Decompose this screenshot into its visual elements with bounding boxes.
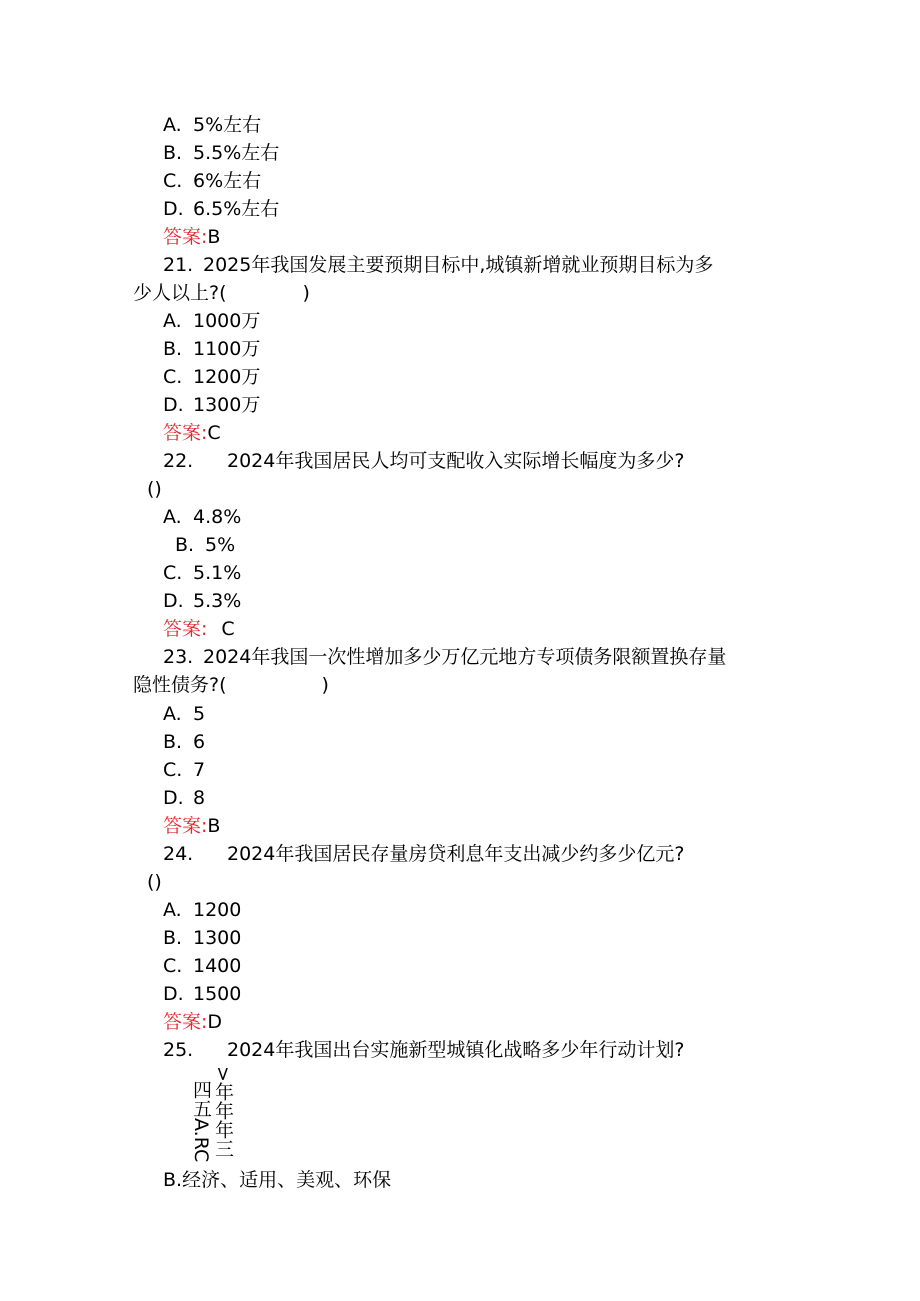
option-q23-c bbox=[163, 756, 205, 784]
option-letter: C. bbox=[163, 562, 183, 584]
question-text: 2024年我国居民人均可支配收入实际增长幅度为多少? bbox=[227, 450, 685, 472]
option-text: 6.5%左右 bbox=[193, 198, 280, 220]
question-23-line1 bbox=[163, 643, 726, 671]
option-q22-d bbox=[163, 587, 241, 615]
option-q23-a bbox=[163, 700, 205, 728]
question-23-line2: 隐性债务?( ) bbox=[133, 674, 329, 696]
option-q21-b bbox=[163, 335, 260, 363]
option-text: 1400 bbox=[193, 955, 242, 977]
option-text: 4.8% bbox=[193, 506, 242, 528]
answer-label: 答案: bbox=[163, 815, 208, 837]
option-text: 6%左右 bbox=[193, 170, 262, 192]
option-q24-a bbox=[163, 896, 241, 924]
option-letter: C. bbox=[163, 366, 183, 388]
option-letter: D. bbox=[163, 590, 184, 612]
option-letter: D. bbox=[163, 787, 184, 809]
option-q20-b bbox=[163, 139, 279, 167]
option-text: 1300万 bbox=[193, 394, 261, 416]
answer-label: 答案: bbox=[163, 226, 208, 248]
option-letter: B. bbox=[163, 731, 183, 753]
question-number: 25. bbox=[163, 1039, 194, 1061]
option-letter: C. bbox=[163, 170, 183, 192]
question-25-line1 bbox=[163, 1036, 684, 1064]
option-text: 1100万 bbox=[193, 338, 261, 360]
option-letter: B. bbox=[163, 142, 183, 164]
option-q20-d bbox=[163, 195, 279, 223]
option-letter: A. bbox=[163, 899, 182, 921]
option-letter: B. bbox=[175, 534, 195, 556]
question-21-line1 bbox=[163, 251, 713, 279]
option-letter: B. bbox=[163, 338, 183, 360]
option-text: 1500 bbox=[193, 983, 242, 1005]
option-letter: A. bbox=[163, 703, 182, 725]
question-22-line2: () bbox=[147, 478, 162, 500]
option-letter: D. bbox=[163, 983, 184, 1005]
option-text: 5 bbox=[193, 703, 206, 725]
option-q23-b bbox=[163, 728, 205, 756]
answer-value: B bbox=[207, 226, 221, 248]
option-letter: B. bbox=[163, 927, 183, 949]
option-text: 1300 bbox=[193, 927, 242, 949]
question-24-line2: () bbox=[147, 871, 162, 893]
answer-label: 答案: bbox=[163, 1011, 208, 1033]
answer-value: C bbox=[207, 422, 221, 444]
option-text: 5.1% bbox=[193, 562, 242, 584]
option-letter: D. bbox=[163, 198, 184, 220]
answer-value: D bbox=[207, 1011, 223, 1033]
option-q22-a bbox=[163, 503, 241, 531]
answer-value: B bbox=[207, 815, 221, 837]
option-q20-a bbox=[163, 111, 261, 139]
question-21-line2: 少人以上?( ) bbox=[133, 282, 310, 304]
answer-q21 bbox=[163, 419, 221, 447]
option-q23-d bbox=[163, 784, 205, 812]
question-text: 2024年我国出台实施新型城镇化战略多少年行动计划? bbox=[227, 1039, 685, 1061]
option-text: 8 bbox=[193, 787, 206, 809]
option-letter: A. bbox=[163, 114, 182, 136]
answer-label: 答案: bbox=[163, 422, 208, 444]
option-q24-c bbox=[163, 952, 241, 980]
option-q21-d bbox=[163, 391, 260, 419]
option-q24-d bbox=[163, 980, 241, 1008]
option-letter: D. bbox=[163, 394, 184, 416]
option-letter: A. bbox=[163, 310, 182, 332]
answer-label: 答案: bbox=[163, 618, 208, 640]
option-text: 5.3% bbox=[193, 590, 242, 612]
question-24-line1 bbox=[163, 840, 684, 868]
option-text: 6 bbox=[193, 731, 206, 753]
option-q21-c bbox=[163, 363, 260, 391]
option-text: 1000万 bbox=[193, 310, 261, 332]
option-text: 7 bbox=[193, 759, 206, 781]
option-text: 5.5%左右 bbox=[193, 142, 280, 164]
option-letter: A. bbox=[163, 506, 182, 528]
answer-q20 bbox=[163, 223, 220, 251]
option-q22-c bbox=[163, 559, 241, 587]
option-text: 1200万 bbox=[193, 366, 261, 388]
garbled-vertical-text-1: 四五A.RC bbox=[190, 1080, 212, 1163]
option-q24-b bbox=[163, 924, 241, 952]
option-letter: C. bbox=[163, 955, 183, 977]
option-q20-c bbox=[163, 167, 261, 195]
question-number: 23. bbox=[163, 646, 194, 668]
option-text: 5% bbox=[205, 534, 236, 556]
answer-value: C bbox=[221, 618, 235, 640]
question-text: 2025年我国发展主要预期目标中,城镇新增就业预期目标为多 bbox=[203, 254, 714, 276]
question-25-option-b: B.经济、适用、美观、环保 bbox=[163, 1169, 392, 1191]
question-22-line1 bbox=[163, 447, 684, 475]
question-number: 22. bbox=[163, 450, 194, 472]
question-text: 2024年我国居民存量房贷利息年支出减少约多少亿元? bbox=[227, 843, 685, 865]
garbled-vertical-text-2: >年年年三 bbox=[212, 1066, 234, 1158]
option-text: 5%左右 bbox=[193, 114, 262, 136]
answer-q23 bbox=[163, 812, 220, 840]
answer-q22 bbox=[163, 615, 235, 643]
option-letter: C. bbox=[163, 759, 183, 781]
question-number: 21. bbox=[163, 254, 194, 276]
answer-q24 bbox=[163, 1008, 222, 1036]
question-text: 2024年我国一次性增加多少万亿元地方专项债务限额置换存量 bbox=[203, 646, 727, 668]
option-q21-a bbox=[163, 307, 260, 335]
option-q22-b bbox=[175, 531, 235, 559]
option-text: 1200 bbox=[193, 899, 242, 921]
question-number: 24. bbox=[163, 843, 194, 865]
